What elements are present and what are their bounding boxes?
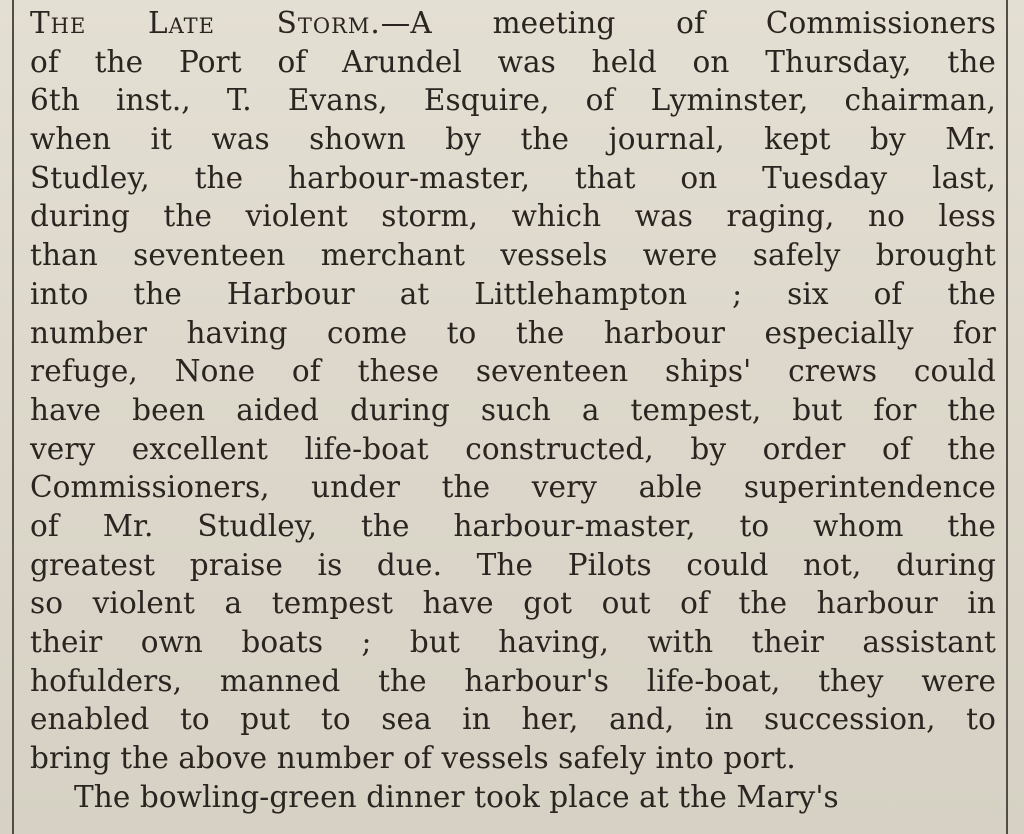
article-line-8: into the Harbour at Littlehampton ; six of the <box>30 276 996 311</box>
article-line-6: during the violent storm, which was raging, no less <box>30 199 996 234</box>
article-line-1 <box>30 4 996 43</box>
article-line-20: bring the above number of vessels safely into port. <box>30 741 796 776</box>
article-line-4: when it was shown by the journal, kept by Mr. <box>30 122 996 157</box>
article-line-1-text: —A meeting of Commissioners <box>380 6 996 40</box>
article-line-18: hofulders, manned the harbour's life-boat, they were <box>30 663 996 698</box>
article-line-7: than seventeen merchant vessels were safely brought <box>30 238 996 273</box>
article-line-2: of the Port of Arundel was held on Thursday, the <box>30 44 996 79</box>
article-line-15: greatest praise is due. The Pilots could not, during <box>30 547 996 582</box>
article-line-13: Commissioners, under the very able superintendence <box>30 470 996 505</box>
article-line-16: so violent a tempest have got out of the harbour in <box>30 586 996 621</box>
article-line-9: number having come to the harbour especially for <box>30 315 996 350</box>
article-line-5: Studley, the harbour-master, that on Tuesday last, <box>30 160 996 195</box>
article-line-10: refuge, None of these seventeen ships' crews could <box>30 354 996 389</box>
article-headline: The Late Storm. <box>30 6 381 40</box>
next-article-first-line: The bowling-green dinner took place at the Mary's <box>74 779 839 814</box>
column-rule-right <box>1006 0 1008 834</box>
article-line-17: their own boats ; but having, with their assistant <box>30 625 996 659</box>
article-line-19: enabled to put to sea in her, and, in succession, to <box>30 702 996 737</box>
article-line-11: have been aided during such a tempest, but for the <box>30 392 996 427</box>
article-line-3: 6th inst., T. Evans, Esquire, of Lyminster, chairman, <box>30 83 996 118</box>
article-column <box>30 4 996 816</box>
article-line-12: very excellent life-boat constructed, by order of the <box>30 431 996 466</box>
article-line-14: of Mr. Studley, the harbour-master, to whom the <box>30 508 996 543</box>
column-rule-left <box>12 0 14 834</box>
